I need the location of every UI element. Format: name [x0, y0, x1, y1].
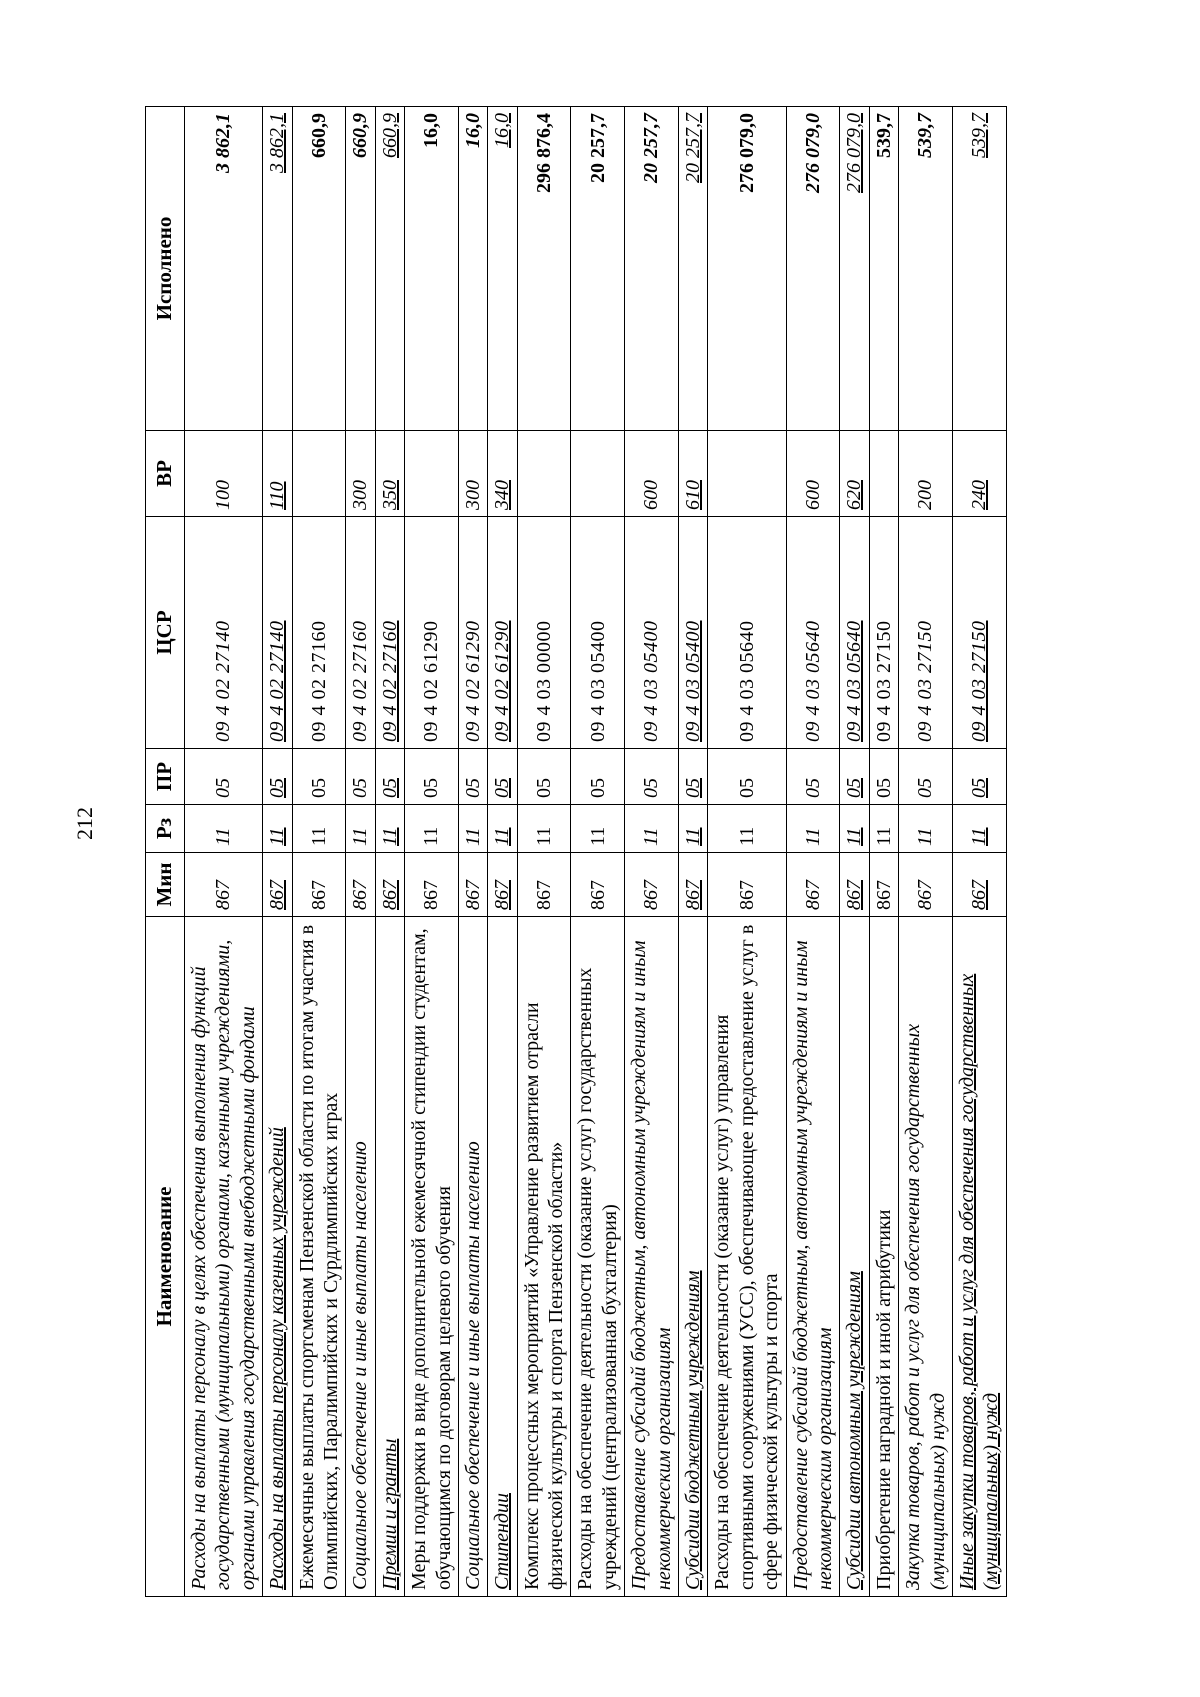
cell-name: Расходы на выплаты персоналу казенных учреждений — [263, 917, 292, 1597]
cell-name: Расходы на обеспечение деятельности (оказание услуг) управления спортивными сооружениями (УСС), обеспечивающее предоставление услуг в сфере физической культуры и спорта — [708, 917, 786, 1597]
cell-pr: 05 — [488, 749, 517, 805]
header-rz: Рз — [146, 805, 185, 853]
cell-pr: 05 — [869, 749, 898, 805]
cell-name: Субсидии бюджетным учреждениям — [679, 917, 708, 1597]
table-row — [869, 107, 898, 1597]
cell-rz: 11 — [458, 805, 487, 853]
cell-csr: 09 4 02 27160 — [346, 517, 375, 749]
cell-isp: 276 079,0 — [708, 107, 786, 431]
cell-name: Премии и гранты — [375, 917, 404, 1597]
table-row — [786, 107, 840, 1597]
cell-isp: 20 257,7 — [625, 107, 679, 431]
cell-min: 867 — [679, 853, 708, 917]
table-header-row — [146, 107, 185, 1597]
cell-csr: 09 4 02 27140 — [185, 517, 263, 749]
cell-pr: 05 — [952, 749, 1006, 805]
cell-vr — [517, 431, 571, 517]
cell-vr: 620 — [840, 431, 869, 517]
cell-csr: 09 4 03 05400 — [571, 517, 625, 749]
cell-name: Меры поддержки в виде дополнительной ежемесячной стипендии студентам, обучающимся по договорам целевого обучения — [405, 917, 459, 1597]
cell-isp: 16,0 — [458, 107, 487, 431]
cell-min: 867 — [458, 853, 487, 917]
header-isp: Исполнено — [146, 107, 185, 431]
header-pr: ПР — [146, 749, 185, 805]
cell-name: Предоставление субсидий бюджетным, автономным учреждениям и иным некоммерческим организациям — [625, 917, 679, 1597]
cell-isp: 3 862,1 — [263, 107, 292, 431]
cell-pr: 05 — [405, 749, 459, 805]
cell-pr: 05 — [375, 749, 404, 805]
cell-vr: 110 — [263, 431, 292, 517]
table-row — [346, 107, 375, 1597]
cell-rz: 11 — [488, 805, 517, 853]
cell-csr: 09 4 02 61290 — [488, 517, 517, 749]
table-row — [708, 107, 786, 1597]
cell-isp: 20 257,7 — [679, 107, 708, 431]
cell-pr: 05 — [292, 749, 346, 805]
cell-csr: 09 4 03 05640 — [840, 517, 869, 749]
table-row — [899, 107, 953, 1597]
cell-rz: 11 — [571, 805, 625, 853]
cell-isp: 276 079,0 — [786, 107, 840, 431]
cell-name: Ежемесячные выплаты спортсменам Пензенской области по итогам участия в Олимпийских, Паралимпийских и Сурдлимпийских играх — [292, 917, 346, 1597]
table-row — [679, 107, 708, 1597]
cell-min: 867 — [488, 853, 517, 917]
cell-csr: 09 4 02 27160 — [375, 517, 404, 749]
cell-name: Приобретение наградной и иной атрибутики — [869, 917, 898, 1597]
header-vr: ВР — [146, 431, 185, 517]
cell-vr: 100 — [185, 431, 263, 517]
cell-csr: 09 4 02 27160 — [292, 517, 346, 749]
table-row — [375, 107, 404, 1597]
table-row — [458, 107, 487, 1597]
cell-pr: 05 — [458, 749, 487, 805]
header-min: Мин — [146, 853, 185, 917]
cell-vr — [571, 431, 625, 517]
cell-pr: 05 — [263, 749, 292, 805]
cell-pr: 05 — [517, 749, 571, 805]
cell-vr: 240 — [952, 431, 1006, 517]
cell-min: 867 — [708, 853, 786, 917]
cell-min: 867 — [405, 853, 459, 917]
cell-min: 867 — [517, 853, 571, 917]
cell-pr: 05 — [708, 749, 786, 805]
cell-name: Стипендии — [488, 917, 517, 1597]
cell-rz: 11 — [375, 805, 404, 853]
cell-min: 867 — [263, 853, 292, 917]
cell-isp: 660,9 — [346, 107, 375, 431]
cell-name: Комплекс процессных мероприятий «Управление развитием отрасли физической культуры и спорта Пензенской области» — [517, 917, 571, 1597]
cell-rz: 11 — [185, 805, 263, 853]
table-row — [488, 107, 517, 1597]
cell-min: 867 — [185, 853, 263, 917]
cell-name: Предоставление субсидий бюджетным, автономным учреждениям и иным некоммерческим организациям — [786, 917, 840, 1597]
cell-min: 867 — [571, 853, 625, 917]
table-row — [625, 107, 679, 1597]
cell-csr: 09 4 02 61290 — [405, 517, 459, 749]
cell-csr: 09 4 03 05400 — [625, 517, 679, 749]
cell-isp: 16,0 — [405, 107, 459, 431]
cell-vr — [708, 431, 786, 517]
table-row — [840, 107, 869, 1597]
cell-csr: 09 4 03 27150 — [952, 517, 1006, 749]
cell-vr: 300 — [458, 431, 487, 517]
cell-rz: 11 — [625, 805, 679, 853]
cell-isp: 20 257,7 — [571, 107, 625, 431]
cell-vr: 200 — [899, 431, 953, 517]
cell-isp: 539,7 — [952, 107, 1006, 431]
cell-rz: 11 — [405, 805, 459, 853]
cell-pr: 05 — [840, 749, 869, 805]
cell-min: 867 — [346, 853, 375, 917]
table-row — [185, 107, 263, 1597]
cell-name: Социальное обеспечение и иные выплаты населению — [458, 917, 487, 1597]
table-row — [263, 107, 292, 1597]
table-row — [517, 107, 571, 1597]
cell-rz: 11 — [517, 805, 571, 853]
cell-min: 867 — [625, 853, 679, 917]
cell-pr: 05 — [571, 749, 625, 805]
cell-vr — [292, 431, 346, 517]
cell-isp: 539,7 — [899, 107, 953, 431]
cell-csr: 09 4 03 27150 — [869, 517, 898, 749]
cell-rz: 11 — [869, 805, 898, 853]
cell-csr: 09 4 03 05400 — [679, 517, 708, 749]
cell-rz: 11 — [840, 805, 869, 853]
header-name: Наименование — [146, 917, 185, 1597]
cell-rz: 11 — [679, 805, 708, 853]
cell-name: Расходы на выплаты персоналу в целях обеспечения выполнения функций государственными (муниципальными) органами, казенными учреждениями, органами управления государственными внебюджетными фондами — [185, 917, 263, 1597]
cell-isp: 660,9 — [292, 107, 346, 431]
table-row — [571, 107, 625, 1597]
cell-csr: 09 4 02 61290 — [458, 517, 487, 749]
cell-csr: 09 4 02 27140 — [263, 517, 292, 749]
cell-name: Иные закупки товаров, работ и услуг для обеспечения государственных (муниципальных) нужд — [952, 917, 1006, 1597]
cell-pr: 05 — [346, 749, 375, 805]
cell-rz: 11 — [263, 805, 292, 853]
cell-vr: 340 — [488, 431, 517, 517]
cell-vr: 610 — [679, 431, 708, 517]
cell-name: Субсидии автономным учреждениям — [840, 917, 869, 1597]
cell-name: Закупка товаров, работ и услуг для обеспечения государственных (муниципальных) нужд — [899, 917, 953, 1597]
cell-pr: 05 — [625, 749, 679, 805]
cell-rz: 11 — [708, 805, 786, 853]
cell-min: 867 — [786, 853, 840, 917]
cell-vr — [869, 431, 898, 517]
rotated-page-content — [145, 107, 1045, 1597]
cell-csr: 09 4 03 00000 — [517, 517, 571, 749]
cell-rz: 11 — [952, 805, 1006, 853]
cell-isp: 3 862,1 — [185, 107, 263, 431]
cell-vr: 300 — [346, 431, 375, 517]
cell-vr: 350 — [375, 431, 404, 517]
cell-name: Расходы на обеспечение деятельности (оказание услуг) государственных учреждений (централизованная бухгалтерия) — [571, 917, 625, 1597]
table-row — [952, 107, 1006, 1597]
cell-pr: 05 — [899, 749, 953, 805]
cell-pr: 05 — [786, 749, 840, 805]
table-row — [292, 107, 346, 1597]
cell-min: 867 — [952, 853, 1006, 917]
cell-vr: 600 — [625, 431, 679, 517]
cell-pr: 05 — [679, 749, 708, 805]
cell-min: 867 — [375, 853, 404, 917]
cell-isp: 16,0 — [488, 107, 517, 431]
header-csr: ЦСР — [146, 517, 185, 749]
cell-min: 867 — [840, 853, 869, 917]
page-number: 212 — [72, 807, 97, 840]
cell-isp: 296 876,4 — [517, 107, 571, 431]
cell-isp: 539,7 — [869, 107, 898, 431]
cell-min: 867 — [869, 853, 898, 917]
cell-csr: 09 4 03 05640 — [708, 517, 786, 749]
cell-min: 867 — [292, 853, 346, 917]
cell-vr: 600 — [786, 431, 840, 517]
budget-table — [145, 106, 1007, 1597]
cell-csr: 09 4 03 05640 — [786, 517, 840, 749]
cell-rz: 11 — [292, 805, 346, 853]
cell-rz: 11 — [346, 805, 375, 853]
cell-isp: 276 079,0 — [840, 107, 869, 431]
cell-name: Социальное обеспечение и иные выплаты населению — [346, 917, 375, 1597]
cell-vr — [405, 431, 459, 517]
cell-csr: 09 4 03 27150 — [899, 517, 953, 749]
cell-isp: 660,9 — [375, 107, 404, 431]
table-row — [405, 107, 459, 1597]
cell-min: 867 — [899, 853, 953, 917]
cell-rz: 11 — [786, 805, 840, 853]
cell-rz: 11 — [899, 805, 953, 853]
cell-pr: 05 — [185, 749, 263, 805]
